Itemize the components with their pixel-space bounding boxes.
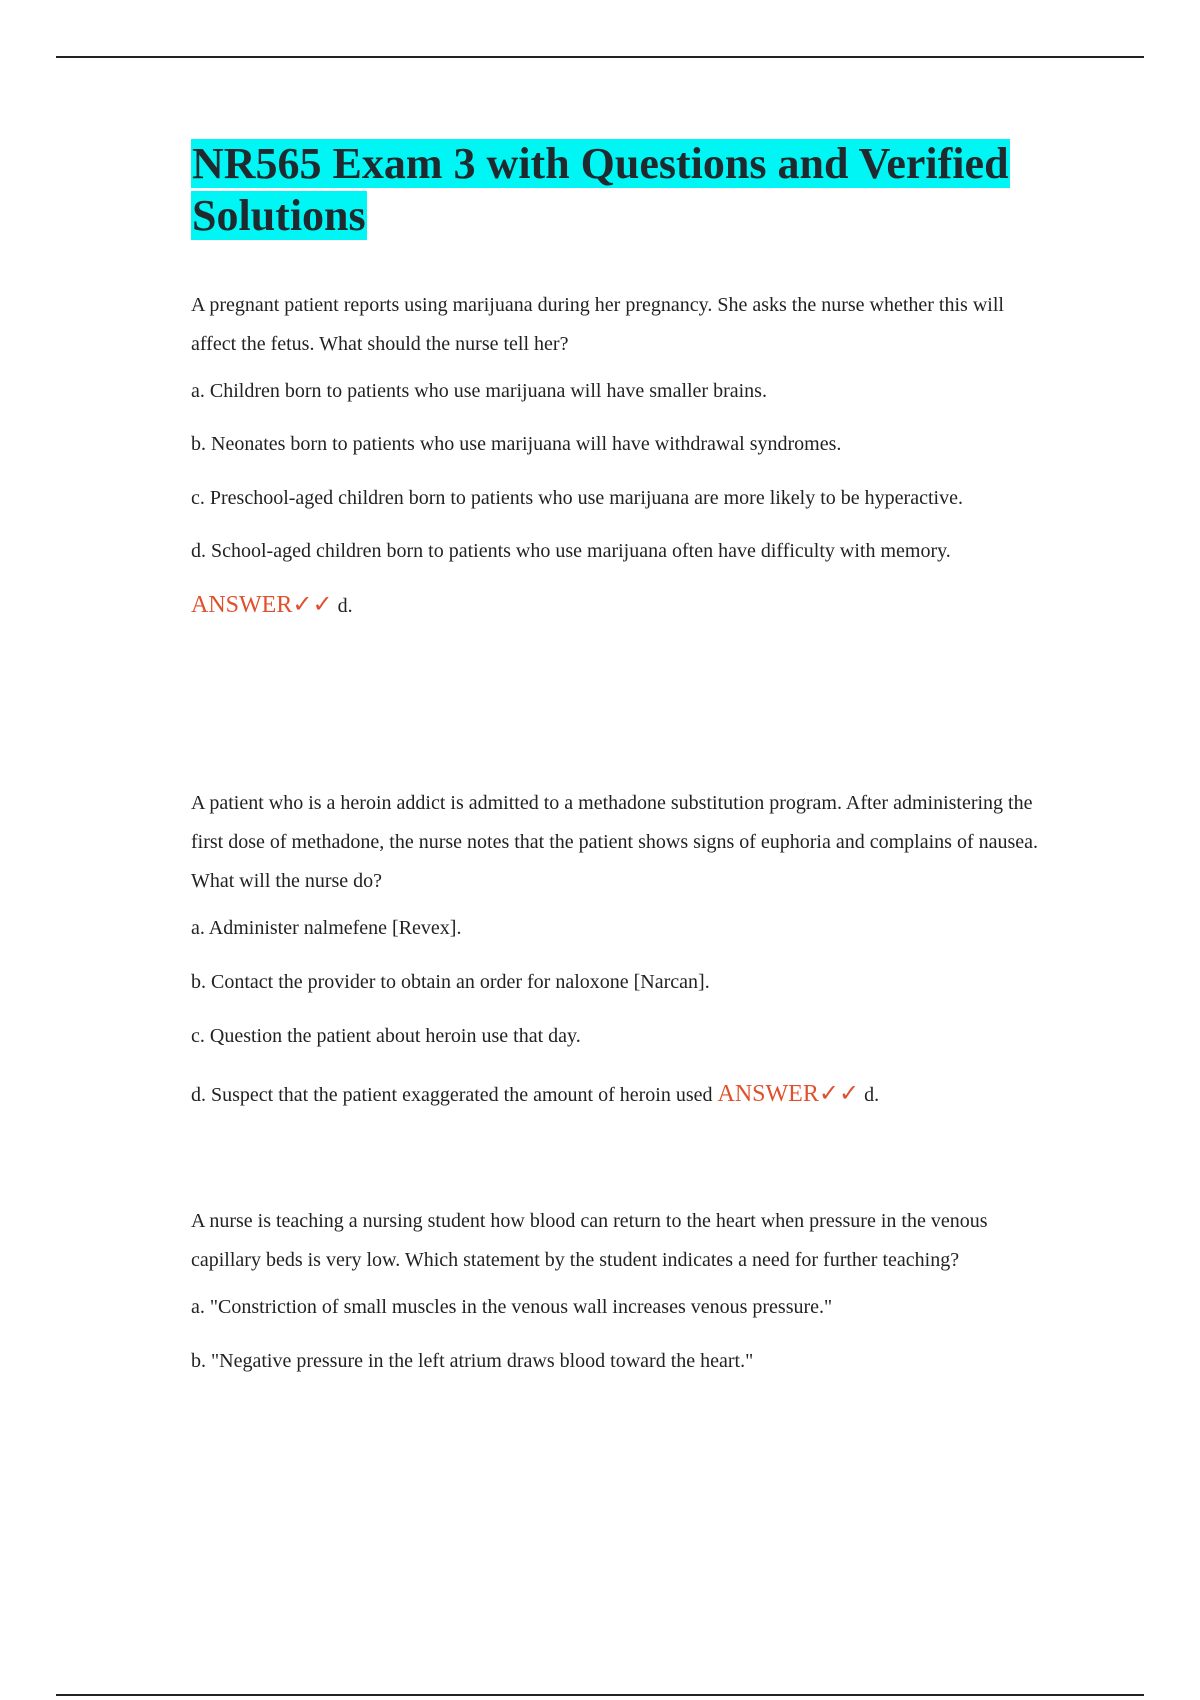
bottom-rule bbox=[56, 1694, 1144, 1696]
option-a: a. Children born to patients who use marijuana will have smaller brains. bbox=[191, 380, 767, 402]
answer-value: d. bbox=[337, 595, 353, 617]
option-d bbox=[191, 1067, 1051, 1122]
option-d bbox=[191, 524, 1051, 633]
question-1 bbox=[191, 286, 1051, 633]
question-stem: A pregnant patient reports using marijuana during her pregnancy. She asks the nurse whether this will affect the fetus. What should the nurse tell her? bbox=[191, 294, 1004, 355]
option-text: d. Suspect that the patient exaggerated the amount of heroin used bbox=[191, 1084, 713, 1106]
option-b: b. Neonates born to patients who use marijuana will have withdrawal syndromes. bbox=[191, 433, 842, 455]
option-a: a. "Constriction of small muscles in the venous wall increases venous pressure." bbox=[191, 1296, 833, 1318]
question-stem: A patient who is a heroin addict is admitted to a methadone substitution program. After administering the first dose of methadone, the nurse notes that the patient shows signs of euphoria and complains of nausea. What will the nurse do? bbox=[191, 792, 1039, 892]
option-a: a. Administer nalmefene [Revex]. bbox=[191, 917, 462, 939]
option-c: c. Preschool-aged children born to patients who use marijuana are more likely to be hyperactive. bbox=[191, 487, 963, 509]
answer-value: d. bbox=[864, 1084, 880, 1106]
option-b: b. Contact the provider to obtain an order for naloxone [Narcan]. bbox=[191, 971, 710, 993]
answer-label: ANSWER✓✓ bbox=[191, 592, 333, 618]
answer-label: ANSWER✓✓ bbox=[717, 1081, 860, 1107]
document-title bbox=[191, 138, 1051, 242]
question-2 bbox=[191, 784, 1051, 1122]
document-body bbox=[191, 138, 1051, 1372]
question-3 bbox=[191, 1202, 1051, 1388]
option-text: d. School-aged children born to patients who use marijuana often have difficulty with memory. bbox=[191, 540, 951, 562]
top-rule bbox=[56, 56, 1144, 58]
title-highlight: NR565 Exam 3 with Questions and Verified Solutions bbox=[192, 139, 1009, 240]
question-stem: A nurse is teaching a nursing student how blood can return to the heart when pressure in the venous capillary beds is very low. Which statement by the student indicates a need for further teaching? bbox=[191, 1210, 988, 1271]
option-b: b. "Negative pressure in the left atrium draws blood toward the heart." bbox=[191, 1350, 754, 1372]
option-c: c. Question the patient about heroin use that day. bbox=[191, 1025, 581, 1047]
